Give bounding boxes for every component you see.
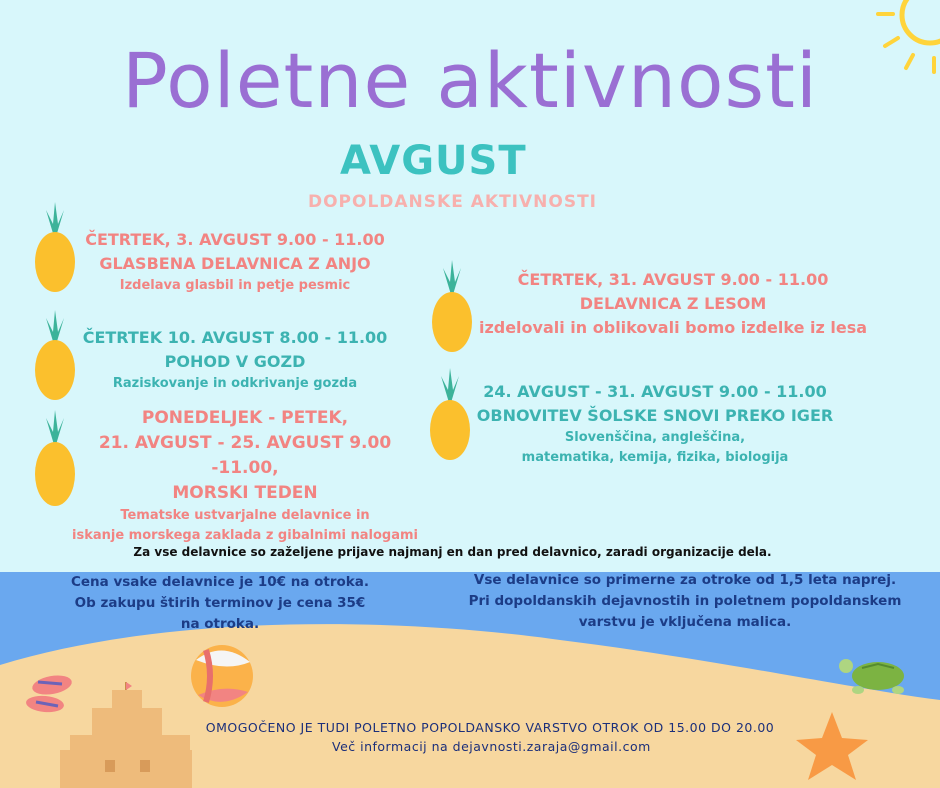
pineapple-icon bbox=[35, 410, 75, 506]
price-line1: Cena vsake delavnice je 10€ na otroka. bbox=[70, 574, 369, 590]
event-date: 24. AVGUST - 31. AVGUST 9.00 - 11.00 bbox=[483, 382, 827, 401]
event-date-line2: 21. AVGUST - 25. AVGUST 9.00 -11.00, bbox=[98, 433, 392, 478]
registration-note: Za vse delavnice so zaželjene prijave najmanj en dan pred delavnico, zaradi organizacije dela. bbox=[133, 545, 772, 559]
age-line2: Pri dopoldanskih dejavnostih in poletnem popoldanskem bbox=[468, 593, 902, 609]
event-name: DELAVNICA Z LESOM bbox=[579, 294, 767, 313]
beach-ball-icon bbox=[191, 645, 253, 707]
price-info bbox=[40, 572, 400, 635]
age-info bbox=[445, 570, 925, 633]
price-line3: na otroka. bbox=[180, 616, 260, 632]
event-desc: izdelovali in oblikovali bomo izdelke iz lesa bbox=[478, 318, 868, 337]
pineapple-icon bbox=[35, 310, 75, 400]
age-line1: Vse delavnice so primerne za otroke od 1,5 leta naprej. bbox=[473, 572, 897, 588]
event-date: ČETRTEK, 31. AVGUST 9.00 - 11.00 bbox=[517, 270, 829, 289]
event-desc: Izdelava glasbil in petje pesmic bbox=[119, 278, 351, 293]
event-desc-line1: Slovenščina, angleščina, bbox=[564, 430, 746, 445]
price-line2: Ob zakupu štirih terminov je cena 35€ bbox=[74, 595, 366, 611]
month-heading: AVGUST bbox=[340, 138, 527, 184]
event-music-workshop bbox=[80, 228, 390, 296]
age-line3: varstvu je vključena malica. bbox=[578, 614, 792, 630]
event-sea-week bbox=[70, 406, 420, 546]
event-date-line1: PONEDELJEK - PETEK, bbox=[141, 408, 349, 428]
event-name: OBNOVITEV ŠOLSKE SNOVI PREKO IGER bbox=[476, 406, 834, 425]
event-name: GLASBENA DELAVNICA Z ANJO bbox=[99, 254, 371, 273]
event-name: MORSKI TEDEN bbox=[172, 483, 318, 503]
footer-line1: OMOGOČENO JE TUDI POLETNO POPOLDANSKO VARSTVO OTROK OD 15.00 DO 20.00 bbox=[205, 720, 775, 735]
page-title: Poletne aktivnosti bbox=[121, 36, 819, 125]
footer-info bbox=[180, 718, 800, 756]
event-forest-hike bbox=[80, 326, 390, 394]
contact-email: Več informacij na dejavnosti.zaraja@gmail.com bbox=[332, 739, 651, 754]
event-date: ČETRTEK 10. AVGUST 8.00 - 11.00 bbox=[82, 328, 388, 347]
event-school-review bbox=[470, 380, 840, 468]
event-date: ČETRTEK, 3. AVGUST 9.00 - 11.00 bbox=[85, 230, 385, 249]
pineapple-icon bbox=[430, 368, 470, 460]
event-desc-line1: Tematske ustvarjalne delavnice in bbox=[120, 508, 370, 523]
event-desc: Raziskovanje in odkrivanje gozda bbox=[112, 376, 358, 391]
event-desc-line2: iskanje morskega zaklada z gibalnimi nalogami bbox=[72, 528, 418, 543]
pineapple-icon bbox=[432, 260, 472, 352]
section-heading: DOPOLDANSKE AKTIVNOSTI bbox=[307, 192, 597, 212]
event-wood-workshop bbox=[478, 268, 868, 340]
pineapple-icon bbox=[35, 202, 75, 292]
event-desc-line2: matematika, kemija, fizika, biologija bbox=[521, 450, 789, 465]
event-name: POHOD V GOZD bbox=[164, 352, 306, 371]
